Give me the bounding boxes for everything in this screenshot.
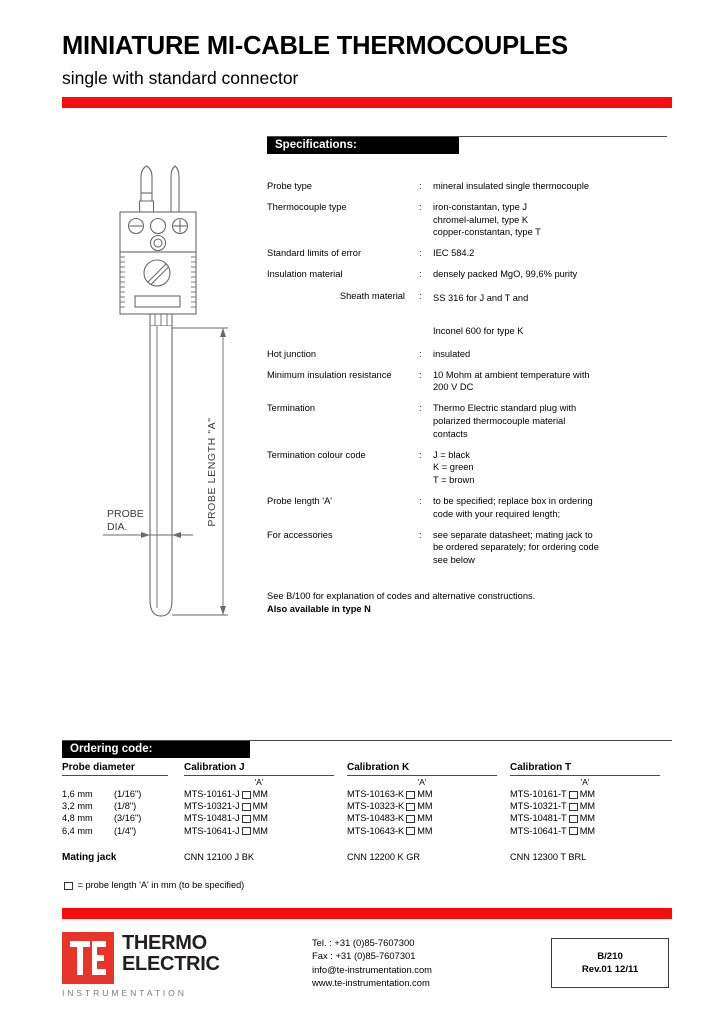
spec-colon: : (419, 348, 422, 359)
header-red-bar (62, 97, 672, 108)
spec-row (267, 402, 667, 440)
spec-value: to be specified; replace box in ordering code with your required length; (433, 495, 593, 519)
table-row (510, 825, 673, 837)
spec-label: Probe type (267, 181, 312, 191)
legend-text: = probe length 'A' in mm (to be specified) (77, 880, 245, 890)
table-row (510, 800, 673, 812)
diameter-inch: (3/16") (114, 813, 142, 824)
length-box-icon (406, 803, 415, 811)
spec-value: SS 316 for J and T and Inconel 600 for type K (433, 292, 529, 336)
spec-row-sheath (267, 290, 667, 340)
length-box-icon (242, 791, 251, 799)
spec-row (267, 348, 667, 361)
order-code-prefix: MTS-10481-J (184, 813, 240, 824)
spec-value: see separate datasheet; mating jack to be ordered separately; for ordering code see below (433, 529, 599, 565)
page-subtitle: single with standard connector (62, 68, 299, 88)
order-code-prefix: MTS-10323-K (347, 801, 405, 812)
connector-pin-positive-icon (171, 166, 179, 212)
logo-word-line1: THERMO (122, 932, 207, 954)
spec-row (267, 369, 667, 394)
probe-length-label: PROBE LENGTH "A" (206, 417, 218, 527)
spec-value: IEC 584.2 (433, 248, 475, 259)
page-title: MINIATURE MI-CABLE THERMOCOUPLES (62, 32, 568, 60)
spec-label: Insulation material (267, 269, 343, 280)
connector-label-plate (135, 296, 180, 307)
length-box-icon (569, 791, 578, 799)
spec-value: 10 Mohm at ambient temperature with 200 V DC (433, 369, 590, 393)
note-line-1: See B/100 for explanation of codes and alternative constructions. (267, 591, 536, 601)
order-code-prefix: MTS-10321-J (184, 801, 240, 812)
spec-row (267, 201, 667, 239)
order-code-suffix: MM (252, 825, 268, 836)
connector-pin-negative-icon (140, 166, 154, 212)
connector-contact-hole-icon (151, 219, 166, 234)
spec-label: Probe length 'A' (267, 495, 333, 506)
table-row (347, 812, 510, 824)
table-row (184, 788, 347, 800)
length-box-icon (406, 791, 415, 799)
spec-row (267, 268, 667, 281)
spec-label: Standard limits of error (267, 248, 362, 259)
column-header-diameter: Probe diameter (62, 762, 135, 773)
mating-jack-j: CNN 12100 J BK (184, 851, 254, 862)
spec-colon: : (419, 181, 422, 191)
spec-row (267, 180, 667, 193)
probe-sheath-outline (150, 326, 172, 616)
spec-colon: : (419, 403, 422, 414)
spec-label: Hot junction (267, 348, 317, 359)
logo-wordmark (122, 933, 220, 975)
logo-word-line2: ELECTRIC (122, 953, 220, 975)
probe-assembly-drawing (95, 160, 270, 630)
ordering-columns (62, 762, 674, 864)
ordering-code-table (62, 762, 674, 864)
spec-colon: : (419, 202, 422, 213)
spec-label: Termination (267, 403, 316, 414)
ordering-column-calibration-k (347, 762, 510, 864)
spec-value: J = black K = green T = brown (433, 449, 475, 485)
length-box-icon (242, 803, 251, 811)
specifications-heading: Specifications: (267, 137, 459, 154)
table-row (62, 825, 184, 837)
probe-length-dimension (172, 328, 228, 615)
order-code-suffix: MM (579, 825, 595, 836)
ordering-heading: Ordering code: (62, 741, 250, 758)
ordering-legend (62, 880, 244, 890)
spec-colon: : (419, 449, 422, 460)
spec-value: iron-constantan, type J chromel-alumel, type K copper-constantan, type T (433, 202, 541, 238)
document-revision: Rev.01 12/11 (581, 964, 639, 975)
logo-tagline: INSTRUMENTATION (62, 988, 187, 998)
length-box-icon (242, 815, 251, 823)
diameter-inch: (1/8") (114, 801, 137, 812)
connector-cap-screw-icon (144, 260, 170, 286)
table-row (62, 788, 184, 800)
spec-value: Thermo Electric standard plug with polarized thermocouple material contacts (433, 403, 577, 439)
order-code-prefix: MTS-10481-T (510, 813, 567, 824)
column-header-calibration-k: Calibration K (347, 762, 410, 773)
order-code-suffix: MM (579, 789, 595, 799)
order-code-suffix: MM (579, 801, 595, 812)
table-row (184, 800, 347, 812)
spec-colon: : (419, 290, 422, 301)
table-row (347, 800, 510, 812)
order-code-suffix: MM (252, 813, 268, 824)
spec-colon: : (419, 369, 422, 380)
length-box-icon (569, 827, 578, 835)
note-line-2: Also available in type N (267, 603, 371, 614)
spec-value: mineral insulated single thermocouple (433, 181, 590, 191)
order-code-prefix: MTS-10483-K (347, 813, 405, 824)
table-row (62, 812, 184, 824)
ordering-column-diameter (62, 762, 184, 864)
table-row (510, 788, 673, 800)
order-code-suffix: MM (252, 789, 268, 799)
spec-row (267, 247, 667, 260)
length-box-icon (242, 827, 251, 835)
table-row (347, 825, 510, 837)
mating-jack-k: CNN 12200 K GR (347, 851, 421, 862)
diameter-mm: 6,4 mm (62, 825, 93, 836)
order-code-suffix: MM (417, 801, 433, 812)
length-box-icon (64, 882, 73, 890)
order-code-prefix: MTS-10321-T (510, 801, 567, 812)
spec-colon: : (419, 269, 422, 280)
diameter-inch: (1/16") (114, 789, 142, 799)
length-box-icon (569, 815, 578, 823)
length-box-icon (406, 815, 415, 823)
spec-colon: : (419, 529, 422, 540)
order-code-suffix: MM (252, 801, 268, 812)
specifications-note (267, 590, 535, 615)
spec-row (267, 495, 667, 520)
specifications-table (267, 180, 667, 575)
column-header-calibration-t: Calibration T (510, 762, 572, 773)
probe-drawing-svg (95, 160, 270, 630)
a-marker: 'A' (254, 777, 264, 787)
footer-red-bar (62, 908, 672, 919)
spec-label: Termination colour code (267, 449, 366, 460)
spec-value: densely packed MgO, 99,6% purity (433, 269, 578, 280)
spec-label: Sheath material (339, 290, 405, 301)
table-row (510, 812, 673, 824)
spec-label: Minimum insulation resistance (267, 369, 392, 380)
column-rule (62, 775, 168, 776)
spec-label: For accessories (267, 529, 333, 540)
column-rule (510, 775, 660, 776)
connector-screw-slotted-icon (129, 219, 144, 234)
column-rule (347, 775, 497, 776)
length-box-icon (569, 803, 578, 811)
column-spacer (62, 777, 184, 788)
diameter-mm: 3,2 mm (62, 801, 93, 812)
contact-details: Tel. : +31 (0)85-7607300 Fax : +31 (0)85-7607301 info@te-instrumentation.com www.te-instrumentation.com (312, 937, 432, 989)
column-header-calibration-j: Calibration J (184, 762, 245, 773)
a-marker: 'A' (417, 777, 427, 787)
spec-colon: : (419, 495, 422, 506)
spec-row (267, 529, 667, 567)
order-code-suffix: MM (417, 825, 433, 836)
order-code-prefix: MTS-10641-J (184, 825, 240, 836)
connector-contact-ring-icon (151, 236, 166, 251)
mating-jack-t: CNN 12300 T BRL (510, 851, 587, 862)
a-marker: 'A' (580, 777, 590, 787)
table-row (184, 825, 347, 837)
order-code-prefix: MTS-10161-J (184, 789, 240, 799)
order-code-suffix: MM (579, 813, 595, 824)
spec-label: Thermocouple type (267, 202, 347, 213)
diameter-inch: (1/4") (114, 825, 137, 836)
probe-dia-label-line2: DIA. (107, 521, 128, 533)
ordering-column-calibration-j (184, 762, 347, 864)
column-rule (184, 775, 334, 776)
connector-screw-cross-icon (173, 219, 188, 234)
diameter-mm: 4,8 mm (62, 813, 93, 824)
spec-colon: : (419, 248, 422, 259)
spec-value: insulated (433, 348, 471, 359)
ordering-column-calibration-t (510, 762, 673, 864)
table-row (184, 812, 347, 824)
table-row (347, 788, 510, 800)
probe-dia-label-line1: PROBE (107, 508, 144, 520)
length-box-icon (406, 827, 415, 835)
order-code-suffix: MM (417, 813, 433, 824)
diameter-mm: 1,6 mm (62, 789, 93, 799)
revision-box-inner (552, 939, 668, 976)
order-code-suffix: MM (417, 789, 433, 799)
document-code: B/210 (597, 951, 623, 962)
order-code-prefix: MTS-10161-T (510, 789, 567, 799)
table-row (62, 800, 184, 812)
te-monogram-icon (62, 932, 114, 984)
order-code-prefix: MTS-10643-K (347, 825, 405, 836)
order-code-prefix: MTS-10641-T (510, 825, 567, 836)
order-code-prefix: MTS-10163-K (347, 789, 405, 799)
mating-jack-label: Mating jack (62, 851, 117, 863)
document-revision-box (551, 938, 669, 988)
spec-row (267, 449, 667, 487)
